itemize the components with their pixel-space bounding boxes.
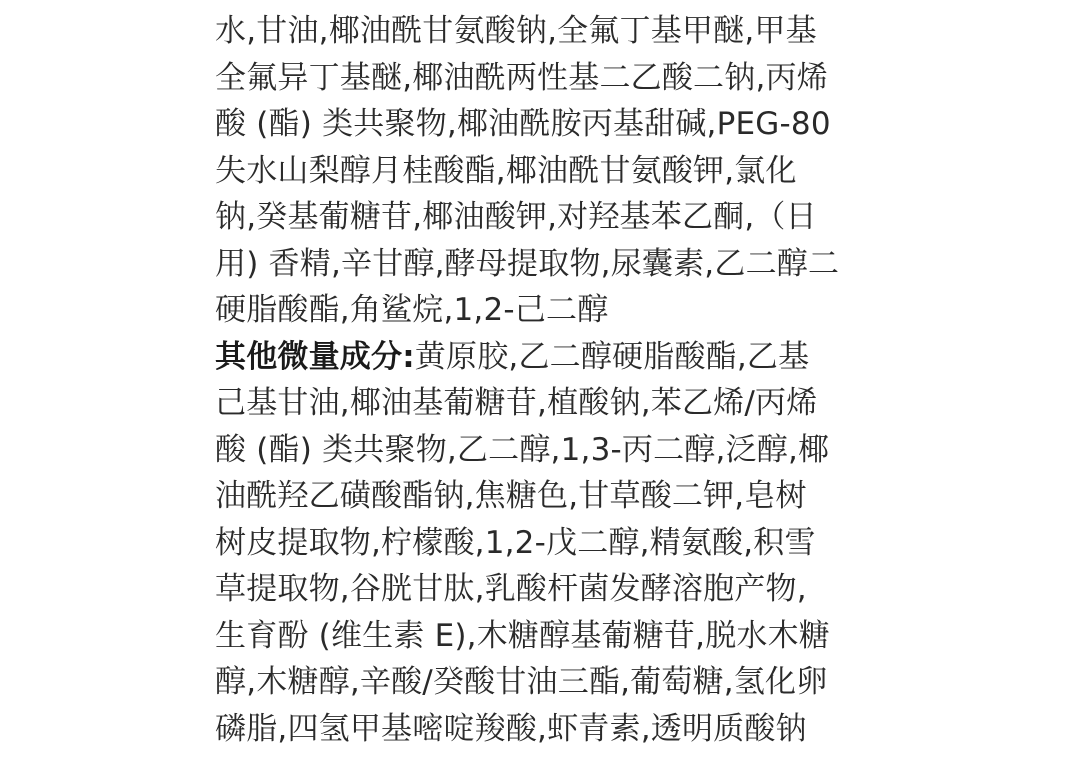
minor-ingredients-heading: 其他微量成分: xyxy=(215,338,415,375)
minor-ingredient-line: 生育酚 (维生素 E),木糖醇基葡糖苷,脱水木糖 xyxy=(215,617,830,654)
ingredient-line: 用) 香精,辛甘醇,酵母提取物,尿囊素,乙二醇二 xyxy=(215,245,840,282)
ingredient-line: 钠,癸基葡糖苷,椰油酸钾,对羟基苯乙酮,（日 xyxy=(215,199,817,235)
minor-ingredient-line: 己基甘油,椰油基葡糖苷,植酸钠,苯乙烯/丙烯 xyxy=(215,385,818,421)
ingredient-line: 水,甘油,椰油酰甘氨酸钠,全氟丁基甲醚,甲基 xyxy=(215,13,817,49)
ingredient-text xyxy=(215,8,875,752)
minor-ingredient-line: 磷脂,四氢甲基嘧啶羧酸,虾青素,透明质酸钠 xyxy=(215,710,807,747)
ingredient-line: 酸 (酯) 类共聚物,椰油酰胺丙基甜碱,PEG-80 xyxy=(215,106,831,142)
ingredient-line: 硬脂酸酯,角鲨烷,1,2-己二醇 xyxy=(215,292,609,328)
ingredient-line: 失水山梨醇月桂酸酯,椰油酰甘氨酸钾,氯化 xyxy=(215,152,797,189)
minor-ingredient-line: 酸 (酯) 类共聚物,乙二醇,1,3-丙二醇,泛醇,椰 xyxy=(215,431,830,468)
ingredient-line: 全氟异丁基醚,椰油酰两性基二乙酸二钠,丙烯 xyxy=(215,59,828,96)
minor-ingredient-line: 草提取物,谷胱甘肽,乳酸杆菌发酵溶胞产物, xyxy=(215,571,807,607)
minor-ingredient-line xyxy=(215,334,875,381)
minor-ingredient-line: 油酰羟乙磺酸酯钠,焦糖色,甘草酸二钾,皂树 xyxy=(215,478,807,514)
minor-ingredient-text: 黄原胶,乙二醇硬脂酸酯,乙基 xyxy=(414,338,810,375)
minor-ingredient-line: 树皮提取物,柠檬酸,1,2-戊二醇,精氨酸,积雪 xyxy=(215,524,816,561)
minor-ingredient-line: 醇,木糖醇,辛酸/癸酸甘油三酯,葡萄糖,氢化卵 xyxy=(215,664,828,700)
